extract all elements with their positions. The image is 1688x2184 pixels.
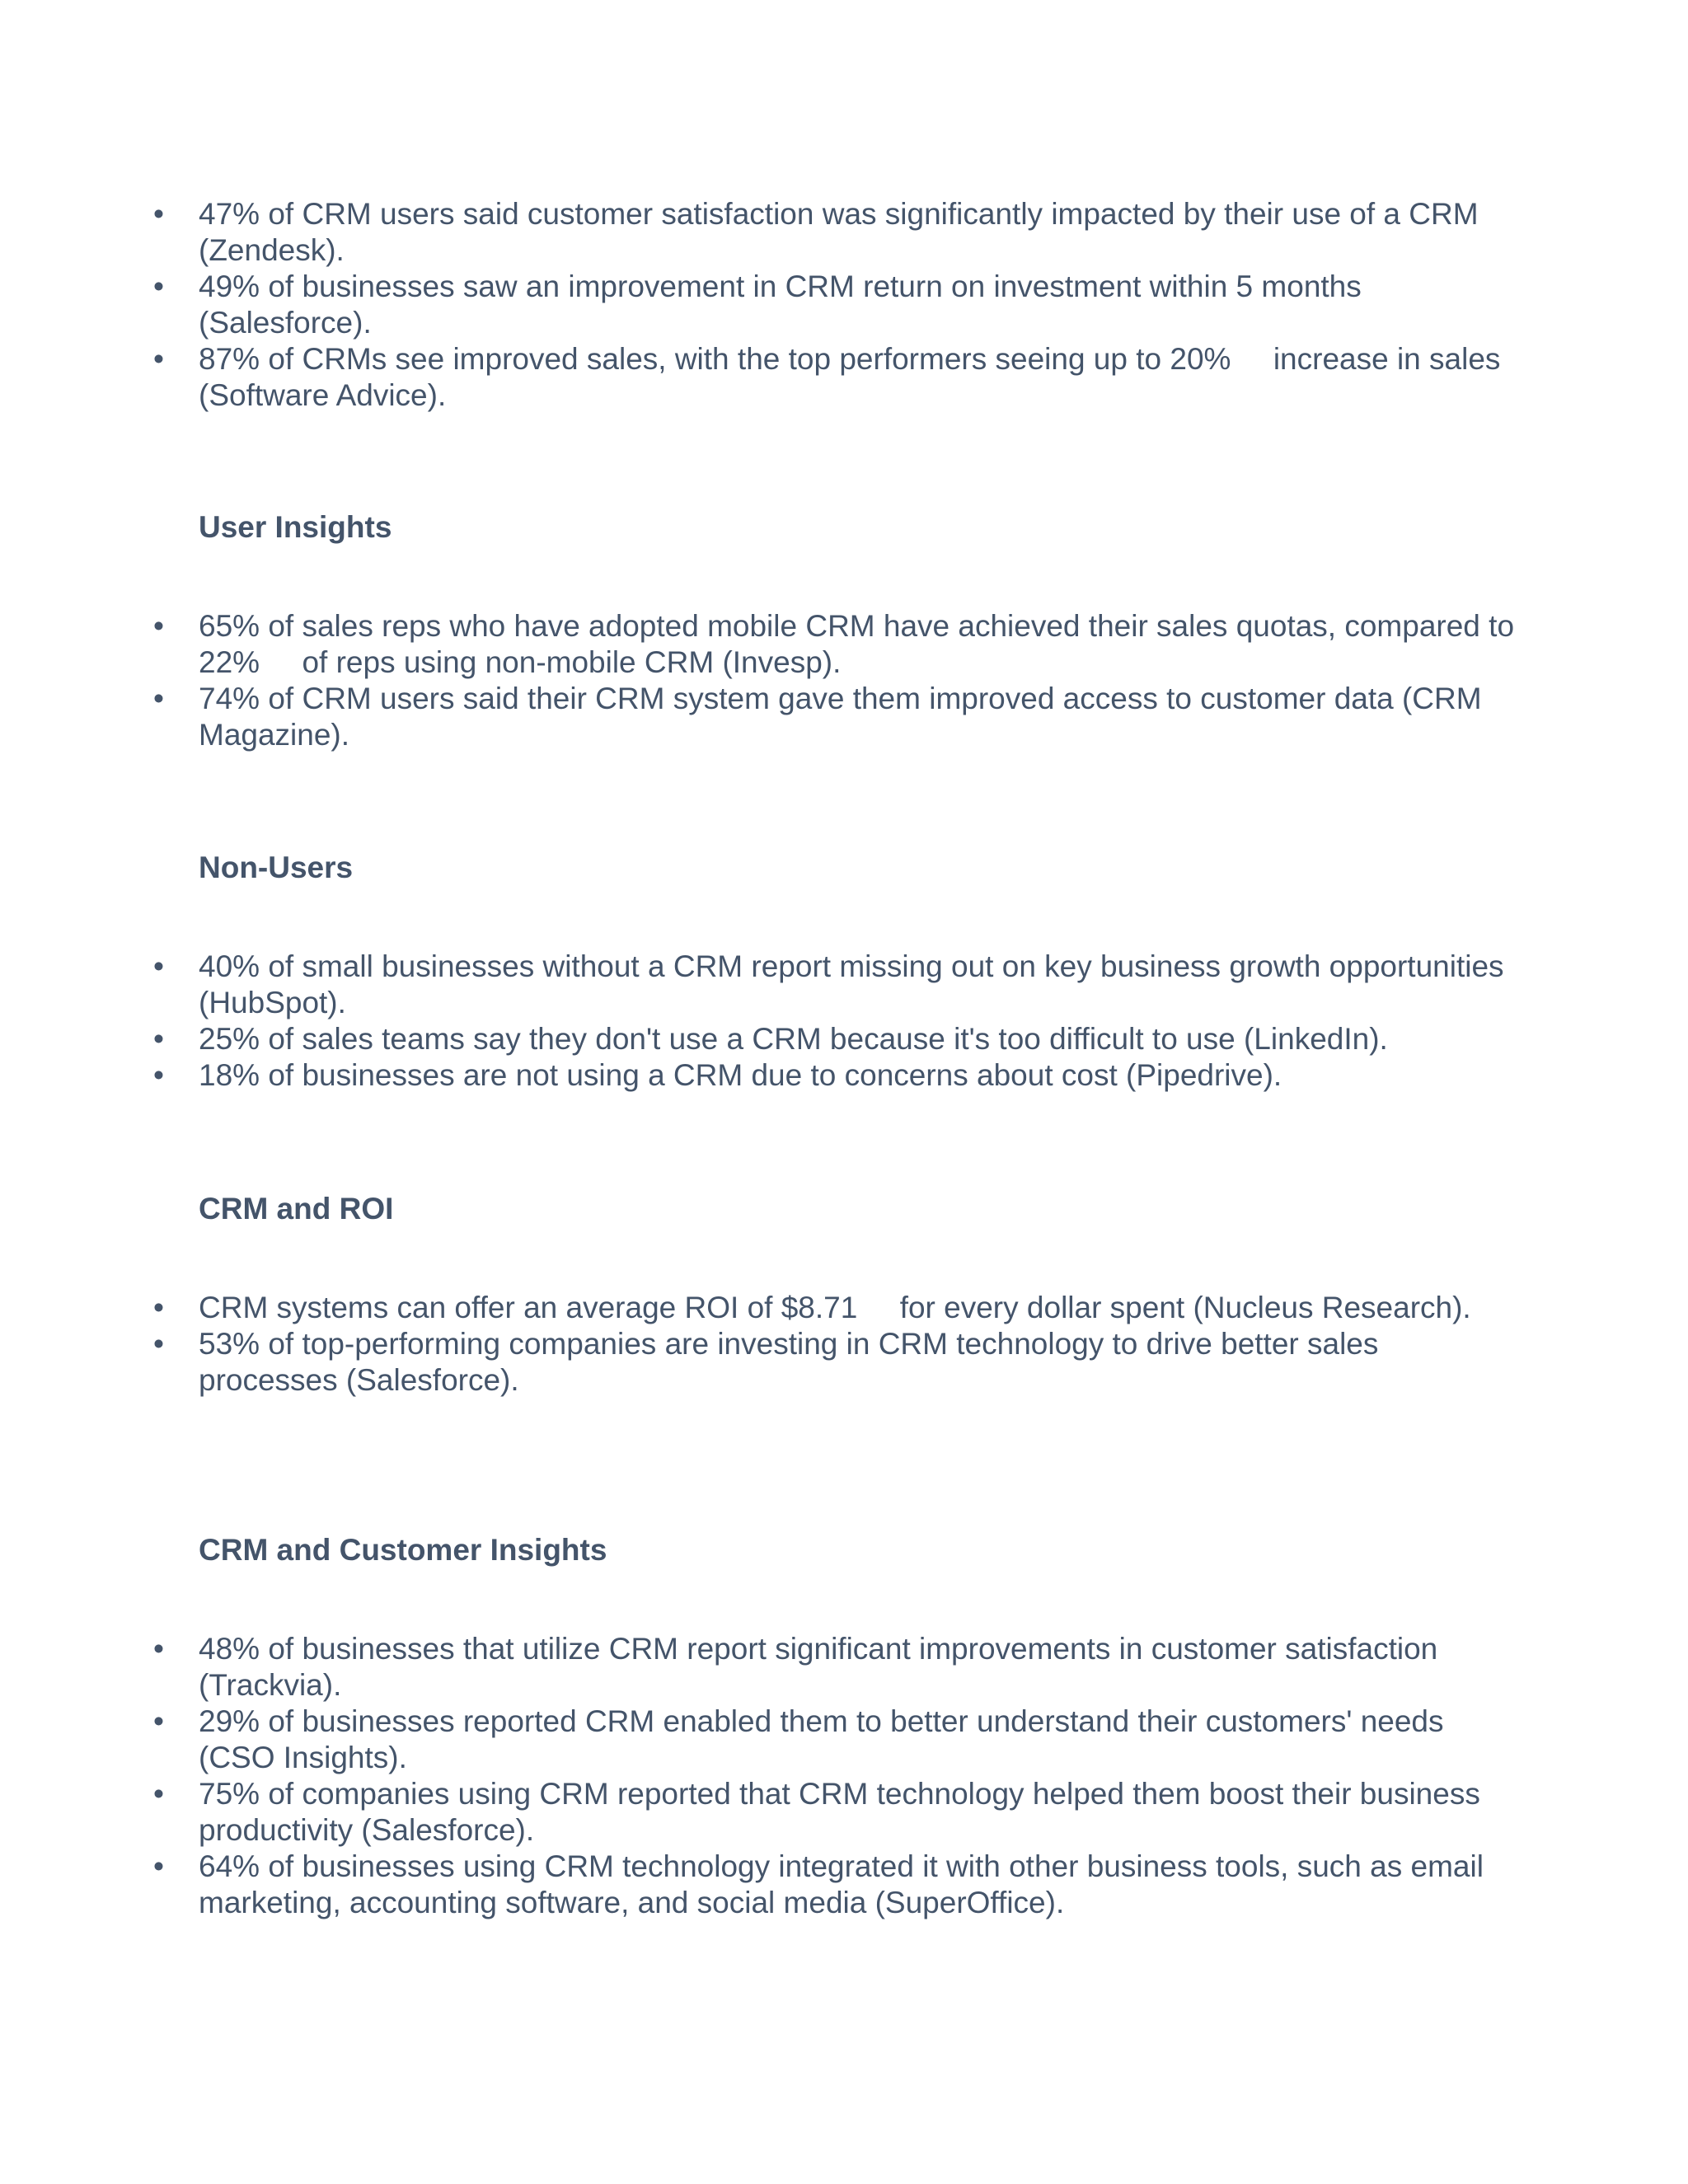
non-users-list: [0, 949, 1688, 1094]
bullet-icon: •: [153, 609, 164, 643]
list-item: [0, 341, 1517, 414]
list-item: [0, 949, 1517, 1021]
list-item: [0, 1057, 1517, 1094]
list-item: [0, 1326, 1517, 1399]
crm-roi-list: [0, 1290, 1688, 1399]
user-insights-list: [0, 608, 1688, 753]
bullet-icon: •: [153, 1849, 164, 1883]
bullet-icon: •: [153, 1022, 164, 1056]
customer-insights-section: [0, 1631, 1688, 1921]
section-heading-crm-roi: CRM and ROI: [199, 1192, 394, 1226]
list-item-text: 29% of businesses reported CRM enabled them to better understand their customers' needs (CSO Insights).: [199, 1704, 1452, 1774]
list-item-text: 53% of top-performing companies are investing in CRM technology to drive better sales processes (Salesforce).: [199, 1327, 1387, 1397]
section-heading-crm-customer-insights: CRM and Customer Insights: [199, 1533, 607, 1567]
list-item: [0, 1704, 1517, 1776]
list-item: [0, 196, 1517, 269]
list-item: [0, 1021, 1517, 1057]
list-item-text: 75% of companies using CRM reported that CRM technology helped them boost their business productivity (Salesforce).: [199, 1777, 1489, 1847]
bullet-icon: •: [153, 1327, 164, 1361]
bullet-icon: •: [153, 682, 164, 715]
bullet-icon: •: [153, 1632, 164, 1666]
section-heading-non-users: Non-Users: [199, 851, 354, 884]
section-heading-user-insights: User Insights: [199, 510, 392, 544]
list-item-text: 47% of CRM users said customer satisfaction was significantly impacted by their use of a CRM (Zendesk).: [199, 197, 1487, 267]
list-item: [0, 269, 1517, 341]
list-item: [0, 608, 1523, 681]
bullet-icon: •: [153, 1704, 164, 1738]
list-item-text: 25% of sales teams say they don't use a CRM because it's too difficult to use (LinkedIn).: [199, 1022, 1388, 1056]
bullet-icon: •: [153, 1777, 164, 1811]
list-item-text: 87% of CRMs see improved sales, with the top performers seeing up to 20% increase in sales (Software Advice).: [199, 342, 1509, 412]
customer-insights-list: [0, 1631, 1688, 1921]
list-item-text: 64% of businesses using CRM technology integrated it with other business tools, such as email marketing, accounting software, and social media (SuperOffice).: [199, 1849, 1493, 1919]
bullet-icon: •: [153, 1058, 164, 1092]
list-item-text: 18% of businesses are not using a CRM due to concerns about cost (Pipedrive).: [199, 1058, 1282, 1092]
list-item-text: 65% of sales reps who have adopted mobile CRM have achieved their sales quotas, compared to 22% of reps using non-mobile CRM (Invesp).: [199, 609, 1523, 679]
list-item-text: CRM systems can offer an average ROI of $8.71 for every dollar spent (Nucleus Research).: [199, 1291, 1471, 1324]
list-item-text: 40% of small businesses without a CRM report missing out on key business growth opportunities (HubSpot).: [199, 949, 1512, 1019]
non-users-section: [0, 949, 1688, 1094]
list-item: [0, 1849, 1517, 1921]
intro-list-section: [0, 196, 1688, 414]
list-item: [0, 681, 1517, 753]
bullet-icon: •: [153, 1291, 164, 1324]
list-item: [0, 1776, 1517, 1849]
list-item: [0, 1290, 1517, 1326]
list-item: [0, 1631, 1517, 1704]
bullet-icon: •: [153, 342, 164, 376]
list-item-text: 74% of CRM users said their CRM system gave them improved access to customer data (CRM Magazine).: [199, 682, 1490, 752]
list-item-text: 48% of businesses that utilize CRM report significant improvements in customer satisfaction (Trackvia).: [199, 1632, 1447, 1702]
bullet-icon: •: [153, 269, 164, 303]
crm-roi-section: [0, 1290, 1688, 1399]
list-item-text: 49% of businesses saw an improvement in CRM return on investment within 5 months (Salesforce).: [199, 269, 1371, 340]
intro-list: [0, 196, 1688, 414]
user-insights-section: [0, 608, 1688, 753]
bullet-icon: •: [153, 949, 164, 983]
bullet-icon: •: [153, 197, 164, 231]
